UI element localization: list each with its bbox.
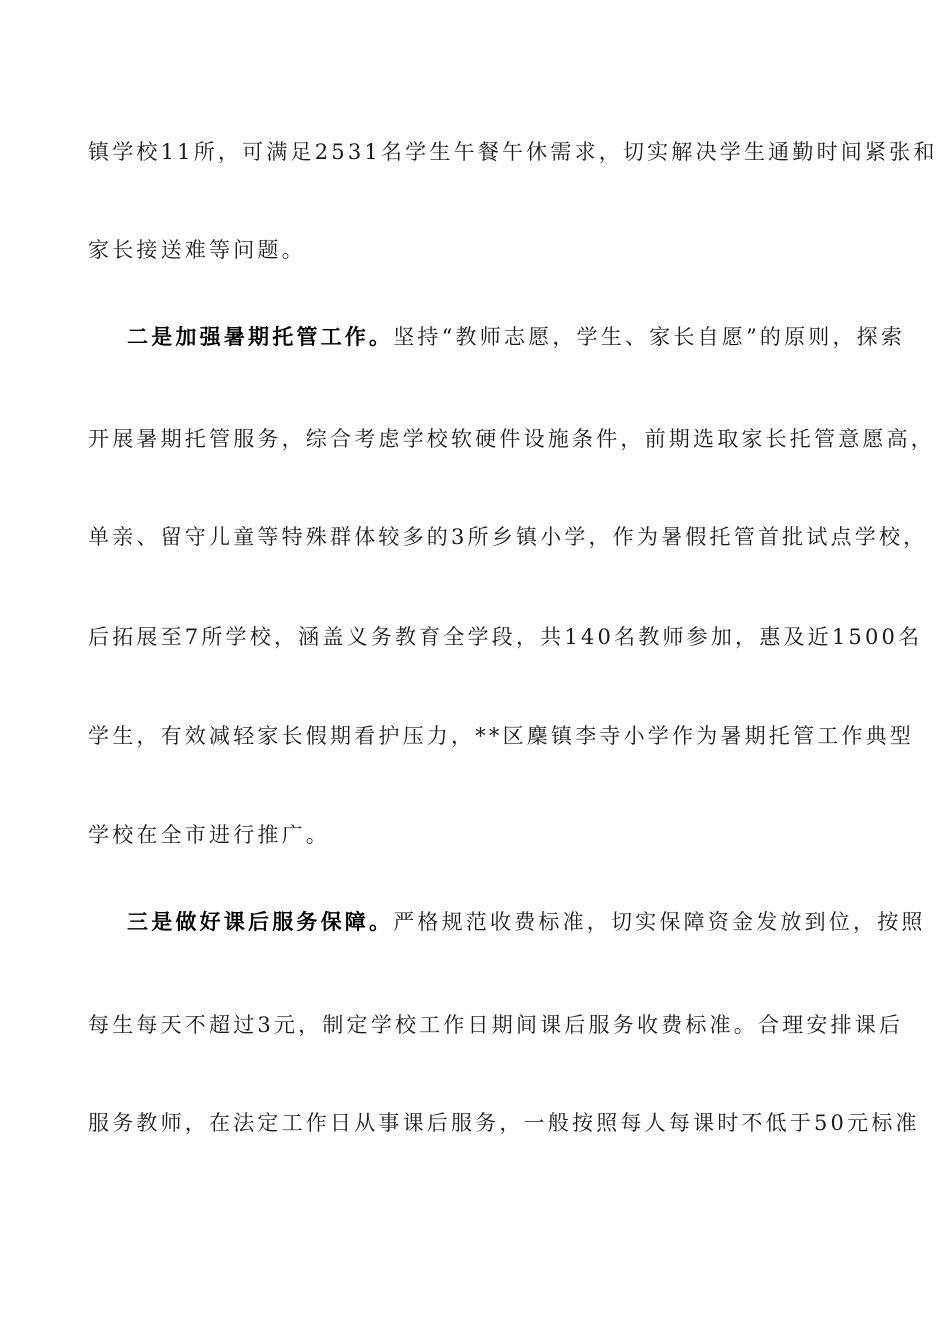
text-line-5: 后拓展至7所学校，涵盖义务教育全学段，共140名教师参加，惠及近1500名 <box>88 625 923 649</box>
paragraph-2-heading: 二是加强暑期托管工作。 <box>127 324 394 349</box>
text-line-4: 单亲、留守儿童等特殊群体较多的3所乡镇小学，作为暑假托管首批试点学校， <box>88 525 928 549</box>
paragraph-2-first-line <box>127 320 906 354</box>
text-line-7: 学校在全市进行推广。 <box>88 823 330 847</box>
text-line-9: 服务教师，在法定工作日从事课后服务，一般按照每人每课时不低于50元标准 <box>88 1111 920 1135</box>
paragraph-3-first-line <box>127 905 926 939</box>
paragraph-3-text: 严格规范收费标准，切实保障资金发放到位，按照 <box>393 910 926 934</box>
text-line-3: 开展暑期托管服务，综合考虑学校软硬件设施条件，前期选取家长托管意愿高， <box>88 427 935 451</box>
text-line-8: 每生每天不超过3元，制定学校工作日期间课后服务收费标准。合理安排课后 <box>88 1013 904 1037</box>
text-line-2: 家长接送难等问题。 <box>88 238 306 262</box>
text-line-1: 镇学校11所，可满足2531名学生午餐午休需求，切实解决学生通勤时间紧张和 <box>88 140 938 164</box>
paragraph-2-text: 坚持“教师志愿，学生、家长自愿”的原则，探索 <box>393 325 906 349</box>
text-line-6: 学生，有效减轻家长假期看护压力，**区麇镇李寺小学作为暑期托管工作典型 <box>88 724 914 748</box>
paragraph-3-heading: 三是做好课后服务保障。 <box>127 909 394 934</box>
